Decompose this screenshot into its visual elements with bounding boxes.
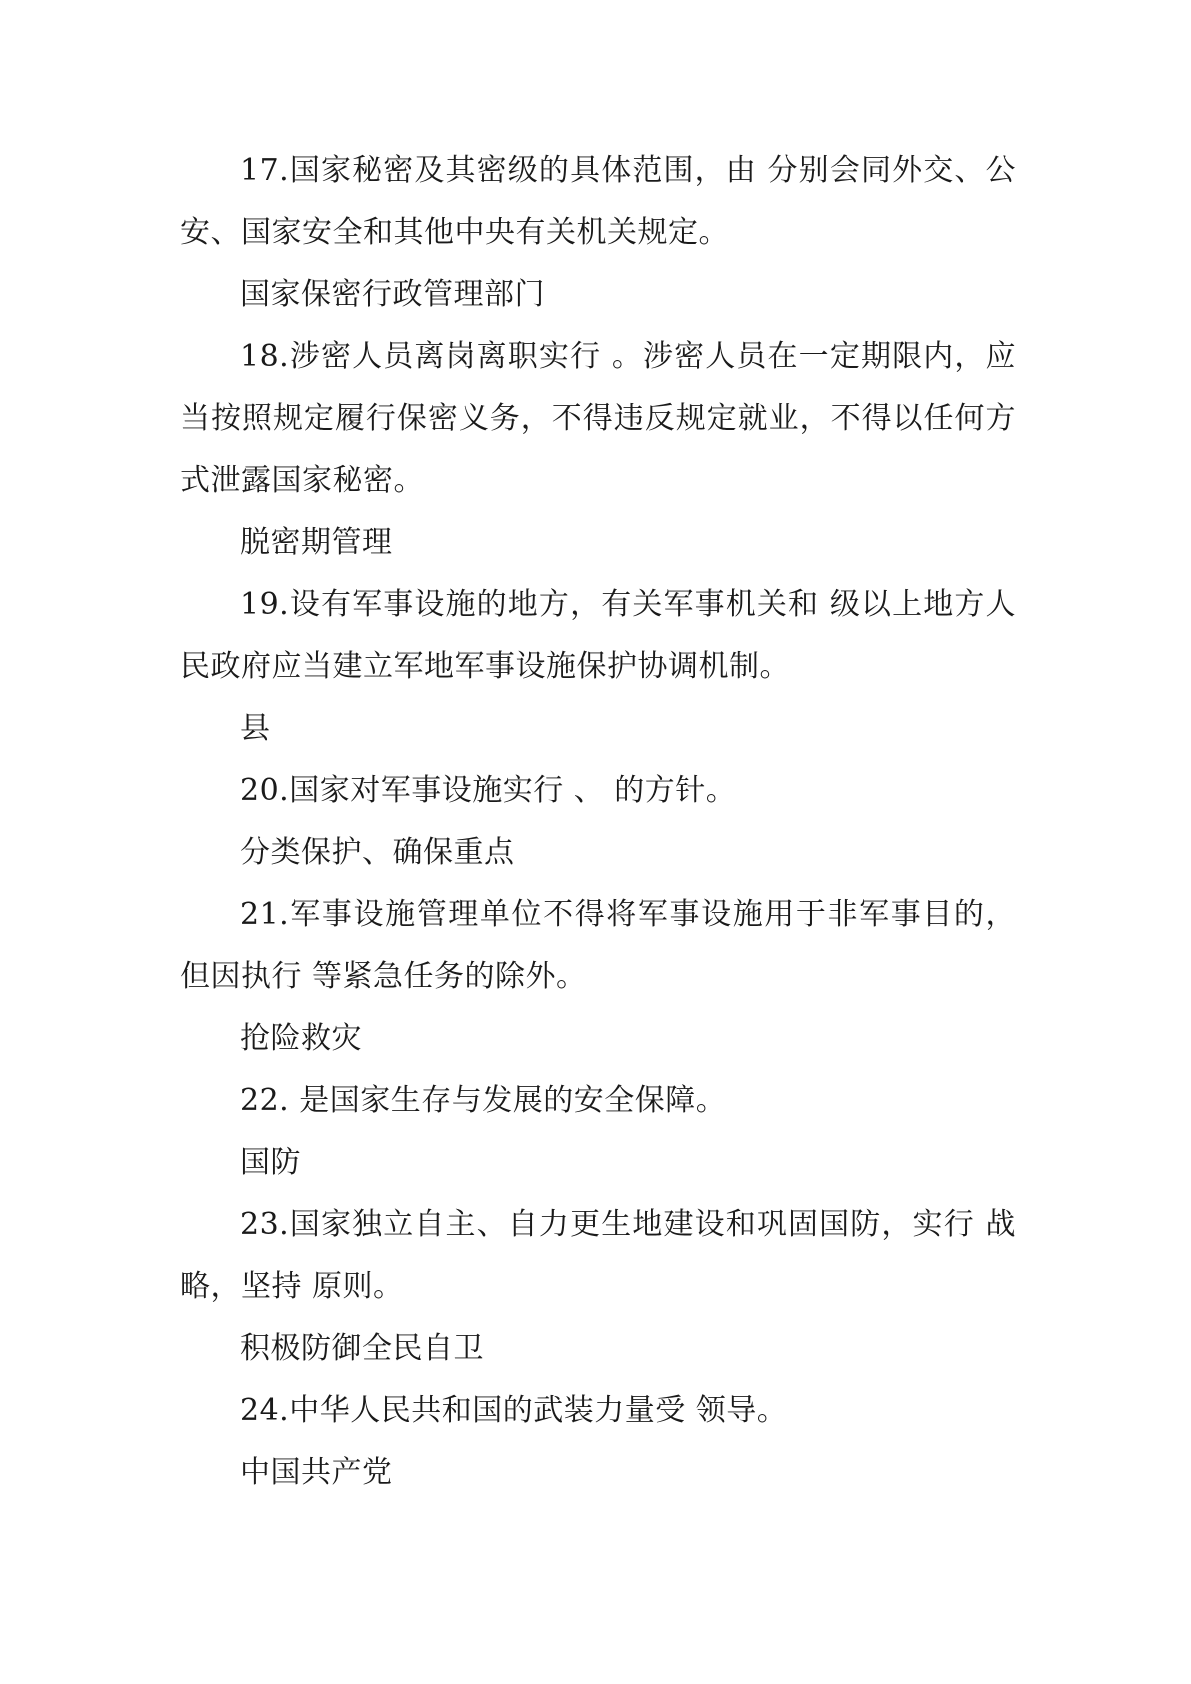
answer-23: 积极防御全民自卫 — [240, 1331, 484, 1366]
question-17: 17.国家秘密及其密级的具体范围，由 分别会同外交、公安、国家安全和其他中央有关机关规定。 — [180, 153, 1016, 250]
answer-20: 分类保护、确保重点 — [240, 835, 515, 870]
question-23: 23.国家独立自主、自力更生地建设和巩固国防，实行 战略，坚持 原则。 — [180, 1207, 1016, 1304]
question-19: 19.设有军事设施的地方，有关军事机关和 级以上地方人民政府应当建立军地军事设施保护协调机制。 — [180, 587, 1016, 684]
answer-22: 国防 — [240, 1145, 301, 1180]
answer-18: 脱密期管理 — [240, 525, 393, 560]
answer-17: 国家保密行政管理部门 — [240, 277, 545, 312]
document-body — [180, 140, 1016, 1504]
question-24: 24.中华人民共和国的武装力量受 领导。 — [240, 1393, 788, 1428]
answer-24: 中国共产党 — [240, 1455, 393, 1490]
answer-21: 抢险救灾 — [240, 1021, 362, 1056]
question-21: 21.军事设施管理单位不得将军事设施用于非军事目的，但因执行 等紧急任务的除外。 — [180, 897, 1016, 994]
question-20: 20.国家对军事设施实行 、 的方针。 — [240, 773, 737, 808]
question-22: 22. 是国家生存与发展的安全保障。 — [240, 1083, 727, 1118]
answer-19: 县 — [240, 711, 271, 746]
question-18: 18.涉密人员离岗离职实行 。涉密人员在一定期限内，应当按照规定履行保密义务，不得违反规定就业，不得以任何方式泄露国家秘密。 — [180, 339, 1016, 498]
